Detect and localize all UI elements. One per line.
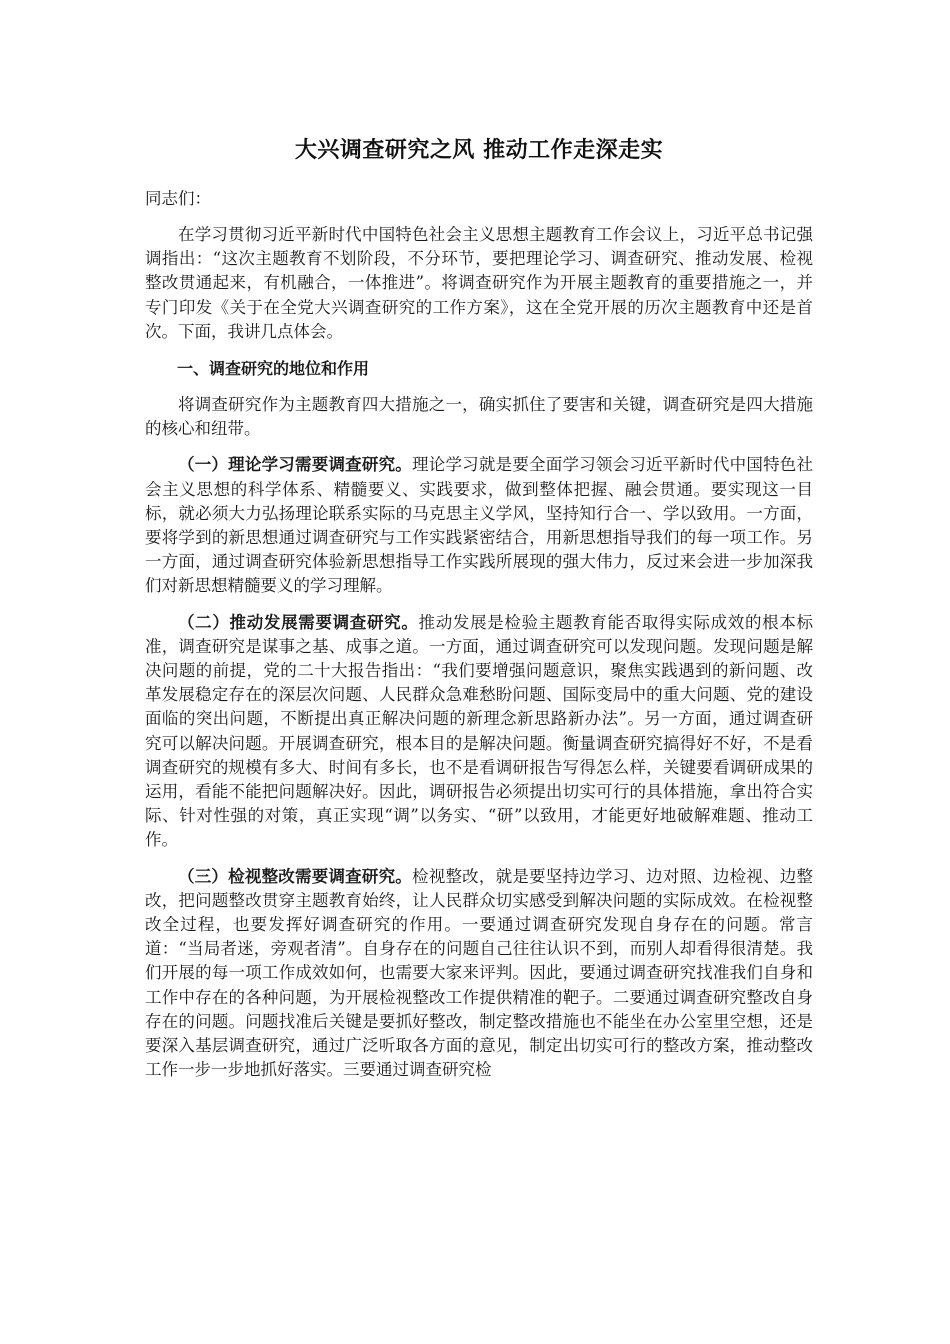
document-body — [145, 134, 813, 1095]
point-lead: （三）检视整改需要调查研究。 — [178, 866, 413, 886]
point-paragraph-3 — [145, 865, 813, 1083]
section-intro-paragraph: 将调查研究作为主题教育四大措施之一，确实抓住了要害和关键，调查研究是四大措施的核心和纽带。 — [145, 395, 813, 439]
point-paragraph-2 — [145, 611, 813, 853]
point-body: 理论学习就是要全面学习领会习近平新时代中国特色社会主义思想的科学体系、精髓要义、实践要求，做到整体把握、融会贯通。要实现这一目标，就必须大力弘扬理论联系实际的马克思主义学风，坚持知行合一、学以致用。一方面，要将学到的新思想通过调查研究与工作实践紧密结合，用新思想指导我们的每一项工作。另一方面，通过调查研究体验新思想指导工作实践所展现的强大伟力，反过来会进一步加深我们对新思想精髓要义的学习理解。 — [145, 455, 814, 596]
intro-paragraph: 在学习贯彻习近平新时代中国特色社会主义思想主题教育工作会议上，习近平总书记强调指出：“这次主题教育不划阶段，不分环节，要把理论学习、调查研究、推动发展、检视整改贯通起来，有机融合，一体推进”。将调查研究作为开展主题教育的重要措施之一，并专门印发《关于在全党大兴调查研究的工作方案》，这在全党开展的历次主题教育中还是首次。下面，我讲几点体会。 — [145, 225, 813, 341]
section-heading: 一、调查研究的地位和作用 — [177, 359, 370, 379]
point-paragraph-1 — [145, 453, 813, 598]
point-lead: （二）推动发展需要调查研究。 — [178, 612, 419, 632]
point-body: 检视整改，就是要坚持边学习、边对照、边检视、边整改，把问题整改贯穿主题教育始终，让人民群众切实感受到解决问题的实际成效。在检视整改全过程，也要发挥好调查研究的作用。一要通过调查研究发现自身存在的问题。常言道：“当局者迷，旁观者清”。自身存在的问题自己往往认识不到，而别人却看得很清楚。我们开展的每一项工作成效如何，也需要大家来评判。因此，要通过调查研究找准我们自身和工作中存在的各种问题，为开展检视整改工作提供精准的靶子。二要通过调查研究整改自身存在的问题。问题找准后关键是要抓好整改，制定整改措施也不能坐在办公室里空想，还是要深入基层调查研究，通过广泛听取各方面的意见，制定出切实可行的整改方案，推动整改工作一步一步地抓好落实。三要通过调查研究检 — [145, 866, 814, 1080]
salutation: 同志们： — [145, 189, 211, 208]
document-title: 大兴调查研究之风 推动工作走深走实 — [294, 138, 664, 163]
point-body: 推动发展是检验主题教育能否取得实际成效的根本标准，调查研究是谋事之基、成事之道。一方面，通过调查研究可以发现问题。发现问题是解决问题的前提，党的二十大报告指出：“我们要增强问题意识，聚焦实践遇到的新问题、改革发展稳定存在的深层次问题、人民群众急难愁盼问题、国际变局中的重大问题、党的建设面临的突出问题，不断提出真正解决问题的新理念新思路新办法”。另一方面，通过调查研究可以解决问题。开展调查研究，根本目的是解决问题。衡量调查研究搞得好不好，不是看调查研究的规模有多大、时间有多长，也不是看调研报告写得怎么样，关键要看调研成果的运用，看能不能把问题解决好。因此，调研报告必须提出切实可行的具体措施，拿出符合实际、针对性强的对策，真正实现“调”以务实、“研”以致用，才能更好地破解难题、推动工作。 — [145, 612, 814, 850]
point-lead: （一）理论学习需要调查研究。 — [178, 455, 413, 475]
